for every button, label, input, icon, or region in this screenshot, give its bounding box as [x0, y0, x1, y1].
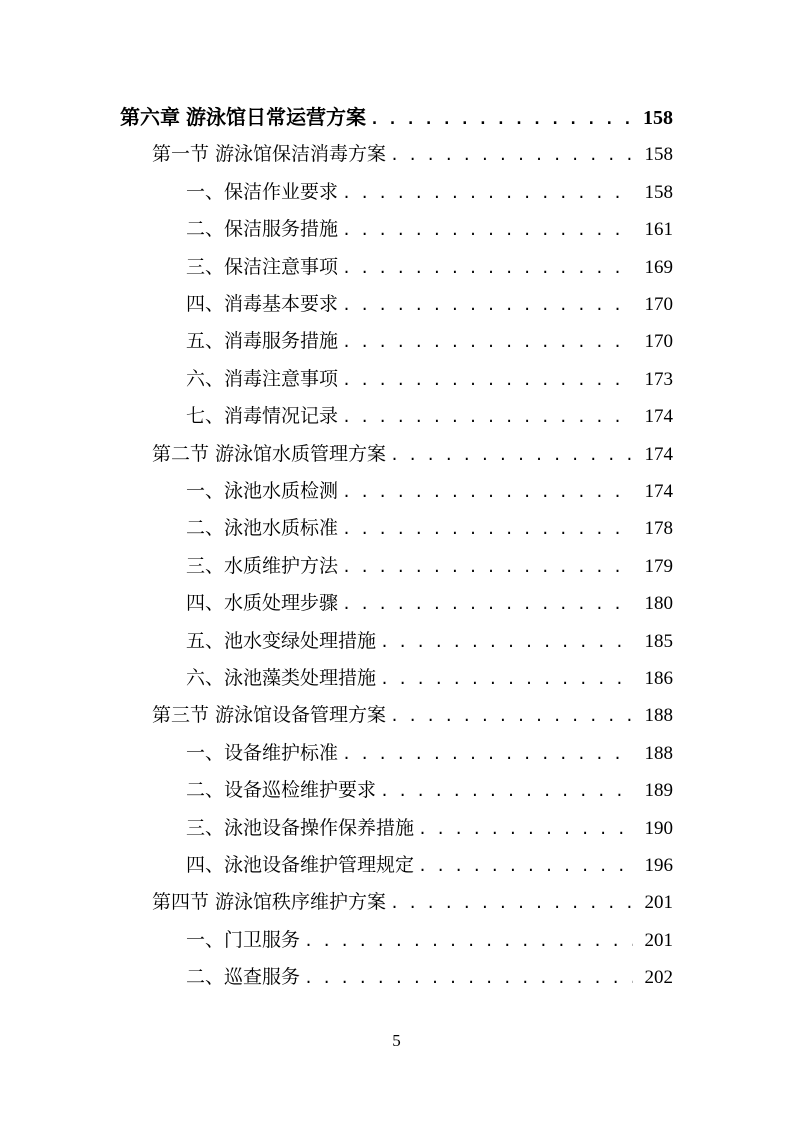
toc-leader-dots	[338, 549, 633, 586]
toc-entry[interactable]	[186, 211, 673, 248]
toc-leader-dots	[338, 399, 633, 436]
toc-entry-label: 第六章	[120, 105, 180, 129]
toc-entry-title	[120, 99, 366, 136]
toc-entry-label: 二、	[186, 779, 225, 802]
toc-entry-label: 一、	[186, 741, 225, 764]
toc-entry-text: 消毒基本要求	[224, 293, 339, 315]
toc-leader-dots	[338, 586, 633, 623]
toc-entry-text: 泳池设备维护管理规定	[224, 854, 415, 876]
toc-entry-text: 游泳馆水质管理方案	[215, 442, 387, 465]
toc-entry-title	[186, 361, 338, 398]
toc-entry-text: 泳池水质标准	[224, 517, 339, 540]
toc-entry[interactable]	[186, 660, 673, 697]
toc-leader-dots	[366, 101, 633, 138]
toc-entry-page: 196	[644, 855, 673, 876]
toc-entry[interactable]	[186, 847, 673, 884]
toc-entry-label: 二、	[186, 517, 225, 540]
toc-entry[interactable]	[186, 735, 673, 772]
toc-entry-label: 六、	[186, 667, 225, 689]
toc-entry-page: 158	[644, 144, 673, 166]
toc-entry-title	[186, 323, 338, 360]
toc-entry-page: 158	[643, 107, 673, 129]
toc-entry[interactable]	[186, 510, 673, 547]
toc-entry-text: 水质维护方法	[224, 554, 339, 577]
toc-entry-text: 巡查服务	[224, 966, 301, 989]
toc-entry-title	[186, 623, 376, 660]
toc-entry[interactable]	[152, 436, 673, 473]
toc-leader-dots	[414, 848, 633, 885]
toc-entry-label: 第三节	[152, 704, 210, 727]
toc-leader-dots	[338, 287, 633, 324]
toc-entry-label: 二、	[186, 218, 225, 241]
toc-entry-label: 三、	[186, 816, 225, 839]
toc-entry-title	[186, 398, 338, 435]
toc-entry[interactable]	[186, 361, 673, 398]
toc-entry-title	[152, 884, 386, 921]
toc-entry-page: 189	[644, 780, 673, 802]
toc-leader-dots	[338, 250, 633, 287]
toc-leader-dots	[376, 773, 633, 810]
toc-entry[interactable]	[186, 548, 673, 585]
toc-entry[interactable]	[186, 810, 673, 847]
toc-entry-page: 173	[644, 368, 673, 390]
toc-leader-dots	[338, 175, 633, 212]
toc-entry-title	[186, 174, 338, 211]
toc-entry[interactable]	[186, 249, 673, 286]
toc-entry-label: 二、	[186, 966, 225, 989]
toc-entry-text: 保洁服务措施	[224, 218, 339, 241]
toc-entry-label: 七、	[186, 405, 225, 428]
page-number: 5	[392, 1031, 401, 1050]
toc-entry-title	[186, 510, 338, 547]
toc-leader-dots	[338, 474, 633, 511]
toc-entry-title	[186, 847, 414, 884]
toc-entry-title	[186, 810, 414, 847]
toc-leader-dots	[386, 437, 633, 474]
toc-entry-page: 202	[644, 967, 673, 989]
toc-entry-label: 第二节	[152, 442, 210, 465]
toc-entry[interactable]	[120, 99, 673, 136]
toc-entry[interactable]	[186, 585, 673, 622]
toc-entry-text: 游泳馆保洁消毒方案	[215, 143, 387, 166]
toc-entry-label: 五、	[186, 629, 225, 652]
toc-entry-label: 第四节	[152, 891, 210, 914]
toc-entry-text: 水质处理步骤	[224, 592, 339, 615]
toc-entry[interactable]	[186, 174, 673, 211]
toc-entry-page: 201	[644, 892, 673, 914]
toc-entry-text: 保洁注意事项	[224, 255, 339, 278]
toc-entry[interactable]	[186, 922, 673, 959]
toc-entry-title	[186, 211, 338, 248]
toc-entry-label: 一、	[186, 180, 225, 203]
toc-leader-dots	[376, 661, 633, 698]
toc-entry-text: 泳池设备操作保养措施	[224, 816, 415, 839]
toc-entry-text: 设备巡检维护要求	[224, 779, 377, 802]
toc-leader-dots	[300, 923, 633, 960]
toc-entry-title	[186, 286, 338, 323]
toc-entry-title	[152, 136, 386, 173]
toc-entry-label: 四、	[186, 293, 225, 315]
toc-entry-page: 174	[644, 481, 673, 502]
toc-entry[interactable]	[186, 623, 673, 660]
toc-entry[interactable]	[186, 473, 673, 510]
toc-entry-page: 180	[644, 593, 673, 615]
toc-entry-page: 169	[644, 256, 673, 278]
toc-entry-page: 188	[644, 705, 673, 727]
toc-entry-label: 五、	[186, 330, 225, 353]
toc-entry-title	[186, 922, 300, 959]
toc-entry-title	[186, 660, 376, 697]
toc-entry-text: 保洁作业要求	[224, 180, 339, 203]
toc-leader-dots	[386, 137, 633, 174]
toc-leader-dots	[338, 212, 633, 249]
toc-entry-page: 201	[644, 929, 673, 951]
toc-leader-dots	[414, 811, 633, 848]
toc-entry-text: 游泳馆设备管理方案	[215, 704, 387, 727]
toc-entry-title	[152, 697, 386, 734]
toc-entry-text: 设备维护标准	[224, 741, 339, 764]
toc-entry-label: 第一节	[152, 143, 210, 166]
toc-leader-dots	[376, 624, 633, 661]
toc-entry-page: 186	[644, 668, 673, 689]
toc-entry[interactable]	[152, 136, 673, 173]
toc-entry[interactable]	[186, 772, 673, 809]
toc-entry-title	[186, 959, 300, 996]
toc-entry-page: 174	[644, 443, 673, 465]
toc-entry[interactable]	[152, 697, 673, 734]
toc-entry-page: 179	[644, 555, 673, 577]
toc-entry-text: 门卫服务	[224, 928, 301, 951]
toc-entry-title	[186, 473, 338, 510]
toc-entry-label: 三、	[186, 255, 225, 278]
toc-entry-text: 游泳馆日常运营方案	[186, 105, 366, 129]
toc-entry-label: 一、	[186, 480, 225, 502]
toc-leader-dots	[386, 698, 633, 735]
toc-entry-page: 185	[644, 630, 673, 652]
toc-leader-dots	[300, 960, 633, 997]
toc-entry[interactable]	[152, 884, 673, 921]
toc-entry-text: 消毒情况记录	[224, 405, 339, 428]
toc-entry-page: 161	[644, 219, 673, 241]
toc-leader-dots	[338, 362, 633, 399]
toc-entry[interactable]	[186, 959, 673, 996]
toc-entry-page: 170	[644, 294, 673, 315]
toc-entry-text: 游泳馆秩序维护方案	[215, 891, 387, 914]
toc-entry-title	[186, 249, 338, 286]
toc-entry-page: 188	[644, 742, 673, 764]
toc-entry-text: 消毒服务措施	[224, 330, 339, 353]
toc-entry-label: 六、	[186, 367, 225, 390]
toc-leader-dots	[338, 511, 633, 548]
toc-entry-page: 174	[644, 406, 673, 428]
toc-entry-label: 一、	[186, 928, 225, 951]
toc-entry-page: 158	[644, 181, 673, 203]
toc-entry-title	[152, 436, 386, 473]
toc-leader-dots	[338, 736, 633, 773]
toc-entry[interactable]	[186, 323, 673, 360]
toc-entry-label: 四、	[186, 592, 225, 615]
toc-entry[interactable]	[186, 286, 673, 323]
toc-entry[interactable]	[186, 398, 673, 435]
toc-leader-dots	[338, 324, 633, 361]
toc-entry-title	[186, 585, 338, 622]
toc-entry-text: 泳池水质检测	[224, 480, 339, 502]
toc-entry-label: 四、	[186, 854, 225, 876]
toc-entry-text: 池水变绿处理措施	[224, 629, 377, 652]
toc-entry-text: 泳池藻类处理措施	[224, 667, 377, 689]
toc-entry-text: 消毒注意事项	[224, 367, 339, 390]
toc-entry-page: 190	[644, 817, 673, 839]
toc-entry-title	[186, 735, 338, 772]
toc-entry-label: 三、	[186, 554, 225, 577]
toc-entry-title	[186, 548, 338, 585]
toc-entry-title	[186, 772, 376, 809]
toc-leader-dots	[386, 885, 633, 922]
toc-entry-page: 178	[644, 518, 673, 540]
toc-entry-page: 170	[644, 331, 673, 353]
